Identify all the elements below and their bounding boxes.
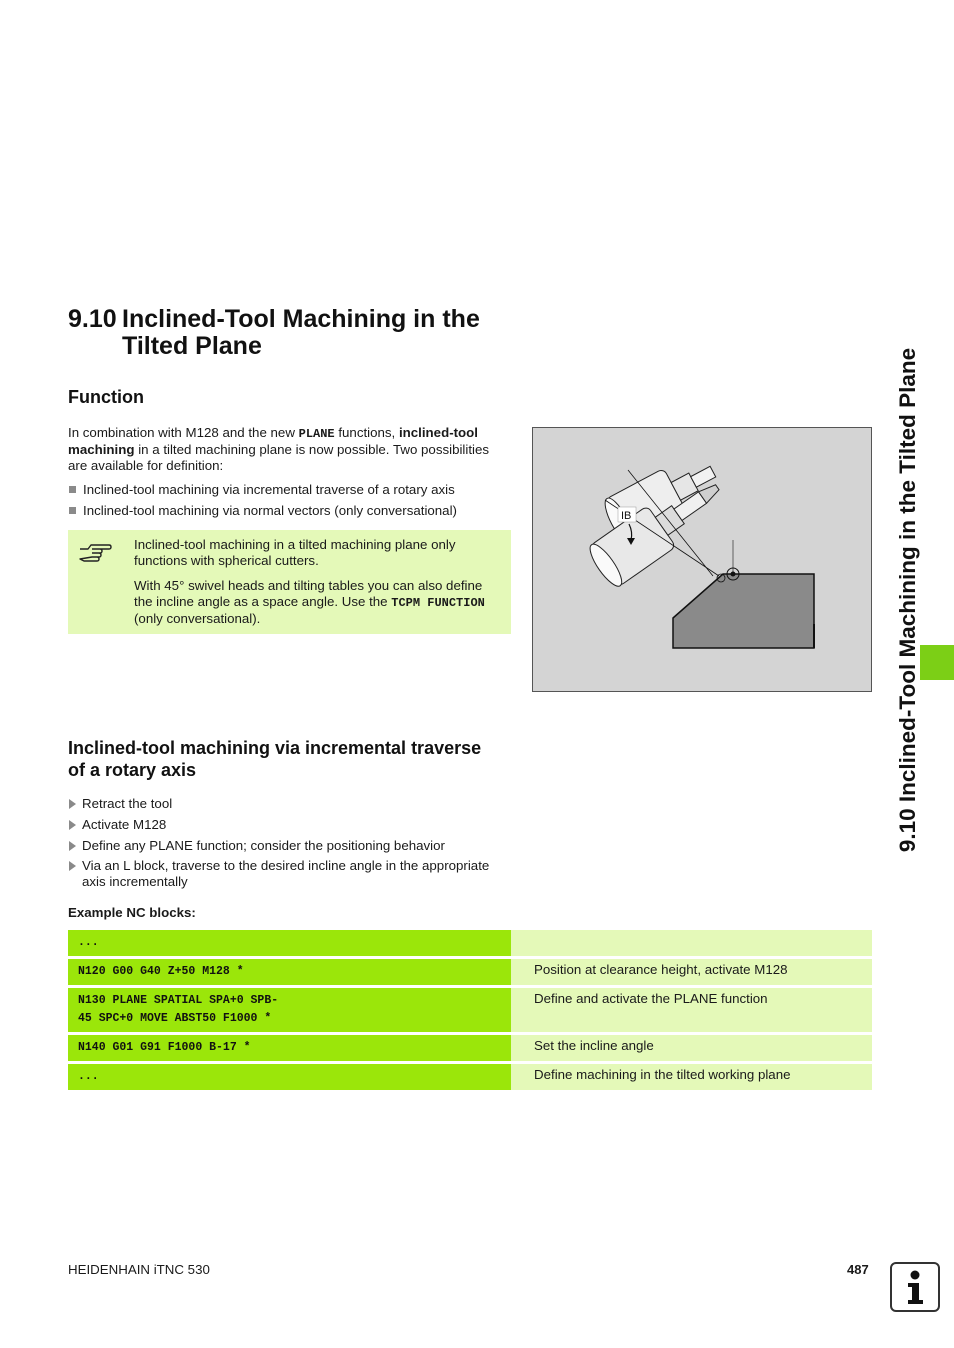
list-item-text: Inclined-tool machining via normal vectors (only conversational) xyxy=(83,503,457,518)
table-row xyxy=(68,1035,872,1061)
section-title-line2: Tilted Plane xyxy=(122,332,262,360)
triangle-bullet-icon xyxy=(69,820,76,830)
info-icon[interactable] xyxy=(890,1262,940,1312)
nc-code xyxy=(68,988,511,1032)
table-row xyxy=(68,988,872,1032)
function-heading: Function xyxy=(68,387,144,407)
subsection-heading-line2: of a rotary axis xyxy=(68,760,197,780)
triangle-bullet-icon xyxy=(69,799,76,809)
nc-code-line1: N130 PLANE SPATIAL SPA+0 SPB- xyxy=(78,994,279,1007)
note-text-a: With 45° swivel heads and tilting tables you can also define the incline angle as a space angle. Use the xyxy=(134,578,483,609)
table-row xyxy=(68,959,872,985)
nc-description: Define and activate the PLANE function xyxy=(511,988,872,1032)
square-bullet-icon xyxy=(69,507,76,514)
note-box xyxy=(68,530,511,634)
page-number: 487 xyxy=(847,1262,869,1277)
intro-text-1: In combination with M128 and the new xyxy=(68,425,299,440)
subsection-heading-line1: Inclined-tool machining via incremental traverse xyxy=(68,738,482,758)
step-item xyxy=(68,817,513,833)
function-intro xyxy=(68,425,511,474)
step-item xyxy=(68,858,513,890)
intro-bold: inclined-tool machining xyxy=(68,425,478,457)
nc-description xyxy=(511,930,872,956)
example-label: Example NC blocks: xyxy=(68,905,196,920)
square-bullet-icon xyxy=(69,486,76,493)
step-item xyxy=(68,796,513,812)
pointing-hand-icon xyxy=(78,540,112,566)
list-item-text: Inclined-tool machining via incremental traverse of a rotary axis xyxy=(83,482,455,497)
figure-label-ib: IB xyxy=(621,510,632,522)
intro-code-plane: PLANE xyxy=(298,427,335,441)
table-row xyxy=(68,1064,872,1090)
section-title-line1: Inclined-Tool Machining in the xyxy=(122,305,480,333)
nc-code: ... xyxy=(68,1064,511,1090)
step-item xyxy=(68,838,513,854)
list-item xyxy=(68,482,513,498)
nc-code: ... xyxy=(68,930,511,956)
footer-product: HEIDENHAIN iTNC 530 xyxy=(68,1262,210,1277)
note-code-tcpm: TCPM FUNCTION xyxy=(391,596,485,610)
triangle-bullet-icon xyxy=(69,841,76,851)
section-number: 9.10 xyxy=(68,305,117,333)
nc-code-line2: 45 SPC+0 MOVE ABST50 F1000 * xyxy=(78,1012,272,1025)
step-text: Define any PLANE function; consider the positioning behavior xyxy=(82,838,445,853)
intro-text-2: functions, xyxy=(334,425,399,440)
section-title xyxy=(68,306,528,360)
subsection-heading xyxy=(68,737,518,781)
nc-code: N140 G01 G91 F1000 B-17 * xyxy=(68,1035,511,1061)
tilted-tool-figure xyxy=(532,427,872,692)
nc-description: Set the incline angle xyxy=(511,1035,872,1061)
note-paragraph-2 xyxy=(134,578,494,627)
table-row xyxy=(68,930,872,956)
info-glyph xyxy=(892,1264,938,1310)
nc-description: Position at clearance height, activate M128 xyxy=(511,959,872,985)
intro-text-3: in a tilted machining plane is now possible. Two possibilities are available for definition: xyxy=(68,442,490,473)
note-paragraph-1: Inclined-tool machining in a tilted machining plane only functions with spherical cutters. xyxy=(134,537,456,568)
nc-code: N120 G00 G40 Z+50 M128 * xyxy=(68,959,511,985)
side-tab xyxy=(883,300,933,900)
step-text: Retract the tool xyxy=(82,796,173,811)
list-item xyxy=(68,503,513,519)
triangle-bullet-icon xyxy=(69,861,76,871)
step-text: Via an L block, traverse to the desired incline angle in the appropriate axis incrementally xyxy=(82,858,490,889)
nc-blocks-table xyxy=(68,930,872,1093)
tilted-tool-illustration xyxy=(533,428,871,691)
step-text: Activate M128 xyxy=(82,817,167,832)
nc-description: Define machining in the tilted working plane xyxy=(511,1064,872,1090)
side-tab-title: 9.10 Inclined-Tool Machining in the Tilted Plane xyxy=(895,347,920,853)
note-text-b: (only conversational). xyxy=(134,611,261,626)
chapter-tab-marker xyxy=(920,645,954,680)
